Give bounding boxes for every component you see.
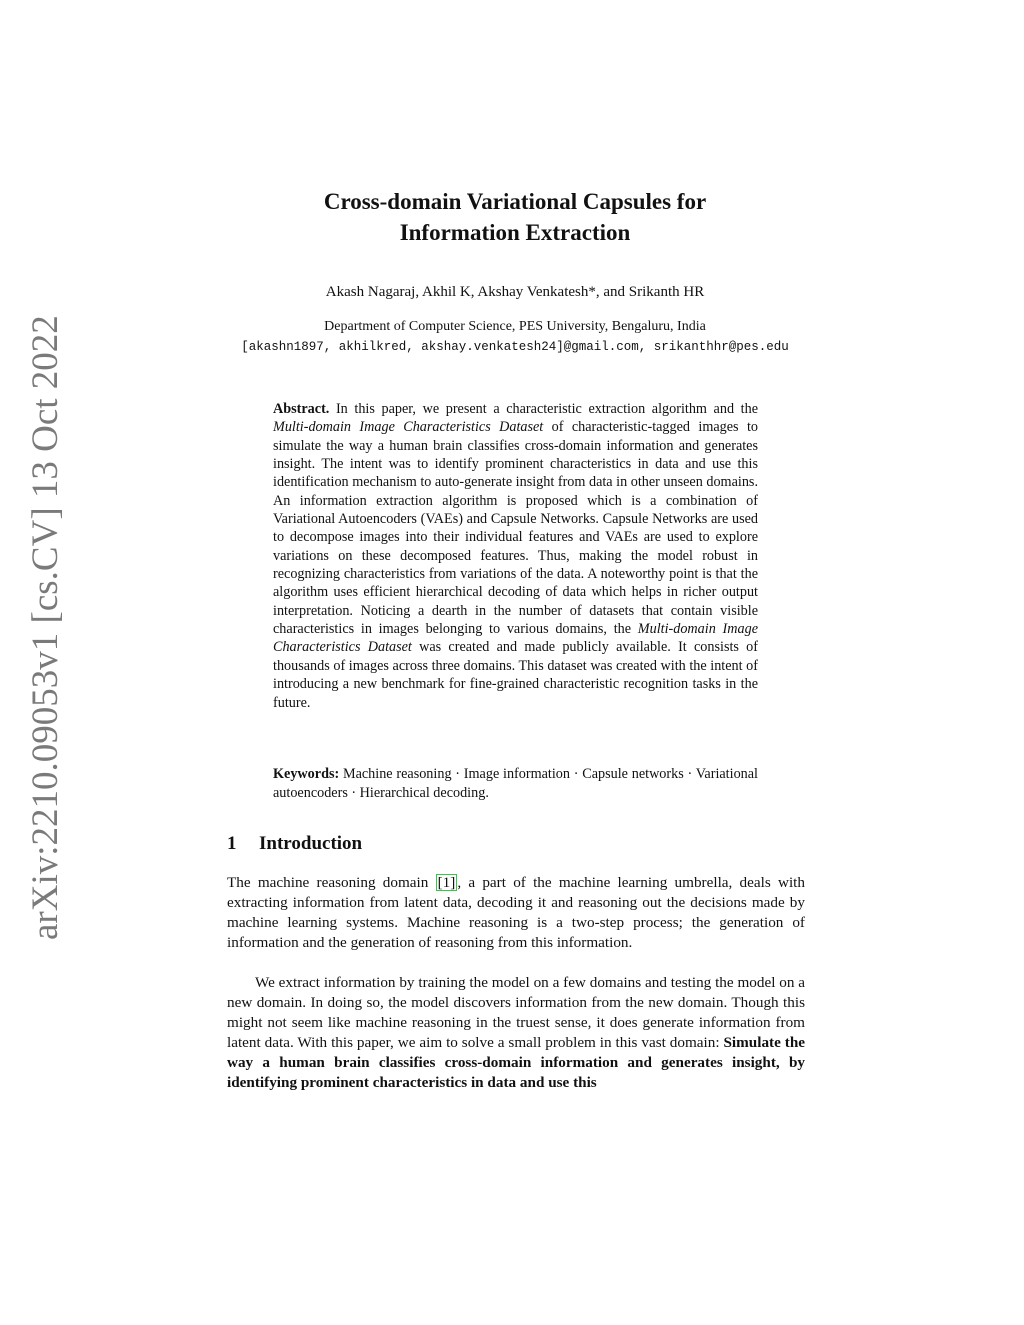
keywords [273, 765, 758, 802]
author-list: Akash Nagaraj, Akhil K, Akshay Venkatesh*, and Srikanth HR [325, 284, 705, 300]
abstract [273, 400, 758, 712]
section-heading-introduction [227, 833, 362, 855]
abstract-text-3: was created and made publicly available. It consists of thousands of images across three domains. This dataset was created with the intent of introducing a new benchmark for fine-grained characteristic recognition tasks in the future. [273, 639, 758, 711]
para2-text: We extract information by training the model on a few domains and testing the model on a new domain. In doing so, the model discovers information from the new domain. Though this might not seem like machine reasoning in the truest sense, it does generate information from latent data. With this paper, we aim to solve a small problem in this vast domain: [227, 974, 805, 1051]
para2-bold-text: Simulate the way a human brain classifies cross-domain information and generates insight, by identifying prominent characteristics in data and use this [227, 1034, 806, 1091]
paper-title [200, 186, 830, 248]
title-line-2: Information Extraction [399, 220, 631, 245]
title-line-1: Cross-domain Variational Capsules for [323, 189, 707, 214]
section-number: 1 [227, 833, 237, 854]
para1-text-after: , a part of the machine learning umbrella, deals with extracting information from latent data, decoding it and reasoning out the decisions made by machine learning systems. Machine reasoning is a two-step process; the generation of information and the generation of reasoning from this information. [227, 874, 806, 951]
abstract-text-2: of characteristic-tagged images to simulate the way a human brain classifies cross-domain information and generates insight. The intent was to identify prominent characteristics in data and use this identification mechanism to auto-generate insight from data in other unseen domains. An information extraction algorithm is proposed which is a combination of Variational Autoencoders (VAEs) and Capsule Networks. Capsule Networks are used to decompose images into their individual features and VAEs are used to explore variations on these decomposed features. Thus, making the model robust in recognizing characteristics from variations of the data. A noteworthy point is that the algorithm uses efficient hierarchical decoding of data which helps in richer output interpretation. Noticing a dearth in the number of datasets that contain visible characteristics in images belonging to various domains, the [273, 419, 758, 638]
para1-text-before: The machine reasoning domain [227, 874, 436, 891]
section-title: Introduction [259, 833, 363, 854]
keywords-text: Machine reasoning · Image information · Capsule networks · Variational autoencoders · Hierarchical decoding. [273, 766, 758, 801]
arxiv-identifier[interactable]: arXiv:2210.09053v1 [cs.CV] 13 Oct 2022 [25, 315, 66, 940]
abstract-text-1: In this paper, we present a characteristic extraction algorithm and the [329, 401, 758, 417]
abstract-dataset-name-1: Multi-domain Image Characteristics Dataset [273, 419, 544, 436]
intro-paragraph-1 [227, 873, 805, 953]
keywords-label: Keywords: [273, 766, 340, 782]
author-emails: [akashn1897, akhilkred, akshay.venkatesh24]@gmail.com, srikanthhr@pes.edu [241, 340, 789, 354]
abstract-label: Abstract. [273, 401, 330, 417]
abstract-dataset-name-2: Multi-domain Image Characteristics Dataset [273, 621, 759, 656]
affiliation: Department of Computer Science, PES University, Bengaluru, India [324, 319, 706, 334]
citation-link[interactable]: [1] [437, 874, 456, 891]
intro-paragraph-2 [227, 973, 805, 1093]
